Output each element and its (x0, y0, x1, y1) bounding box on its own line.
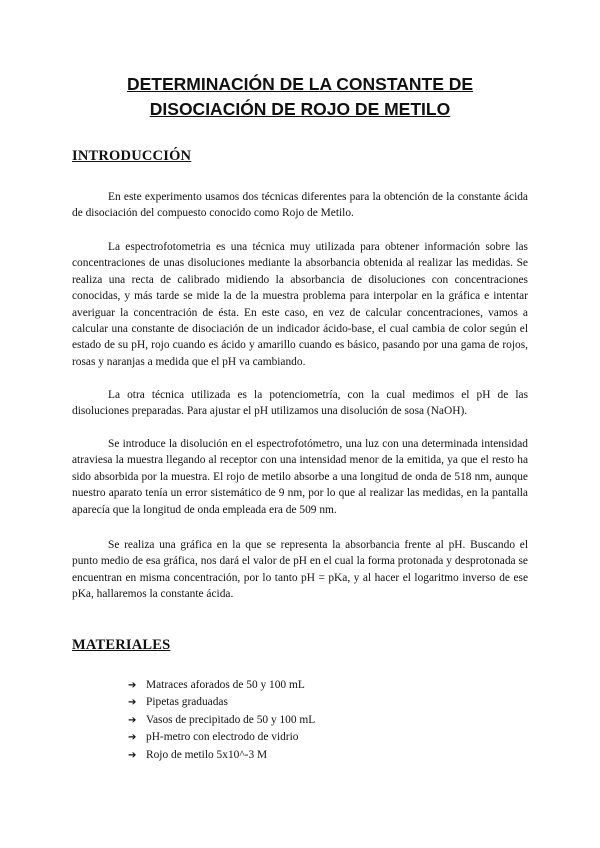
list-item (128, 694, 508, 711)
materials-list (128, 677, 508, 764)
title-line-1: DETERMINACIÓN DE LA CONSTANTE DE (126, 74, 474, 94)
list-item-label: Rojo de metilo 5x10^-3 M (146, 748, 268, 761)
section-heading-introduccion: INTRODUCCIÓN (72, 148, 192, 164)
arrow-right-icon: ➔ (128, 680, 137, 691)
list-item-label: Pipetas graduadas (146, 696, 228, 709)
list-item-label: Matraces aforados de 50 y 100 mL (146, 679, 305, 691)
arrow-right-icon: ➔ (128, 697, 137, 709)
paragraph-3: La otra técnica utilizada es la potenciometría, con la cual medimos el pH de las disoluciones preparadas. Para ajustar el pH utilizamos una disolución de sosa (NaOH). (72, 389, 528, 418)
paragraph-4: Se introduce la disolución en el espectrofotómetro, una luz con una determinada intensidad atraviesa la muestra llegando al receptor con una intensidad menor de la emitida, ya que el resto ha sido absorbida por la muestra. El rojo de metilo absorbe a una longitud de onda de 518 nm, aunque nuestro aparato tenía un error sistemático de 9 nm, por lo que al realizar las medidas, en la pantalla aparecía que la longitud de onda empleada era de 509 nm. (72, 438, 528, 516)
list-item (128, 729, 508, 746)
arrow-right-icon: ➔ (128, 732, 137, 744)
paragraph-1: En este experimento usamos dos técnicas diferentes para la obtención de la constante ácida de disociación del compuesto conocido como Rojo de Metilo. (72, 191, 528, 220)
list-item (128, 677, 508, 694)
list-item (128, 747, 508, 764)
title-line-2: DISOCIACIÓN DE ROJO DE METILO (149, 99, 451, 119)
arrow-right-icon: ➔ (128, 749, 137, 761)
section-heading-materiales: MATERIALES (72, 637, 171, 653)
arrow-right-icon: ➔ (128, 714, 137, 726)
paragraph-2: La espectrofotometria es una técnica muy utilizada para obtener información sobre las concentraciones de unas disoluciones mediante la absorbancia obtenida al realizar las medidas. Se realiza una recta de calibrado midiendo la absorbancia de disoluciones con concentraciones conocidas, y más tarde se mide la de la muestra problema para interpolar en la gráfica e intentar averiguar la concentración de ésta. En este caso, en vez de calcular concentraciones, vamos a calcular una constante de disociación de un indicador ácido-base, el cual cambia de color según el estado de su pH, rojo cuando es ácido y amarillo cuando es básico, pasando por una gama de rojos, rosas y naranjas a medida que el pH va cambiando. (72, 241, 528, 368)
list-item-label: Vasos de precipitado de 50 y 100 mL (146, 713, 316, 726)
list-item-label: pH-metro con electrodo de vidrio (146, 731, 299, 744)
document-title (60, 72, 540, 122)
paragraph-5: Se realiza una gráfica en la que se representa la absorbancia frente al pH. Buscando el punto medio de esa gráfica, nos dará el valor de pH en el cual la forma protonada y desprotonada se encuentran en misma concentración, por lo tanto pH = pKa, y al hacer el logaritmo inverso de ese pKa, hallaremos la constante ácida. (72, 539, 528, 601)
list-item (128, 712, 508, 729)
